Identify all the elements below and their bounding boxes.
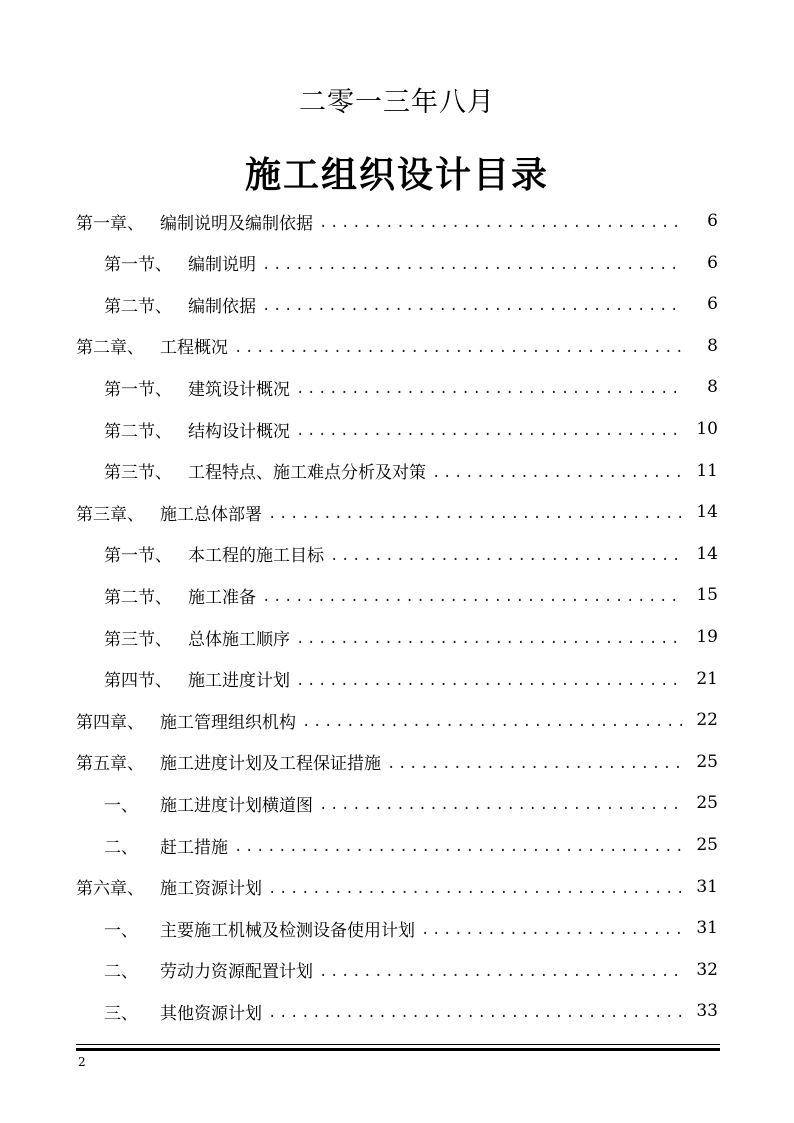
toc-entry-number: 第一节、 [104, 379, 172, 400]
toc-entry[interactable] [104, 950, 718, 990]
toc-entry-page: 31 [696, 918, 718, 939]
toc-entry[interactable] [104, 783, 718, 823]
toc-entry-number: 第三节、 [104, 463, 172, 484]
toc-entry-page: 14 [696, 502, 718, 523]
toc-entry-title: 赶工措施 [160, 837, 228, 858]
toc-entry-number: 二、 [104, 962, 138, 983]
toc-entry[interactable] [104, 451, 718, 491]
toc-entry-page: 25 [696, 751, 718, 772]
toc-entry[interactable] [104, 367, 718, 407]
toc-entry-page: 21 [696, 668, 718, 689]
toc-entry-number: 二、 [104, 837, 138, 858]
toc-entry-title: 建筑设计概况 [188, 379, 290, 400]
toc-entry-number: 第二节、 [104, 421, 172, 442]
toc-leader-dots [387, 757, 682, 771]
toc-entry-number: 第二节、 [104, 587, 172, 608]
toc-entry-title: 劳动力资源配置计划 [160, 962, 313, 983]
toc-entry-title: 施工进度计划 [188, 671, 290, 692]
toc-entry[interactable] [104, 617, 718, 657]
toc-entry-page: 32 [696, 959, 718, 980]
toc-leader-dots [296, 674, 682, 688]
toc-leader-dots [262, 299, 682, 313]
toc-entry-title: 结构设计概况 [188, 421, 290, 442]
toc-entry-number: 第一节、 [104, 255, 172, 276]
toc-entry[interactable] [104, 243, 718, 283]
footer-rule-thin [76, 1044, 720, 1045]
toc-entry[interactable] [104, 991, 718, 1031]
toc-entry[interactable] [104, 284, 718, 324]
page-number: 2 [78, 1055, 86, 1069]
toc-entry-number: 第三章、 [76, 504, 144, 525]
toc-entry-page: 15 [696, 585, 718, 606]
toc-entry-title: 工程特点、施工难点分析及对策 [188, 463, 426, 484]
toc-entry-title: 其他资源计划 [160, 1003, 262, 1024]
toc-leader-dots [296, 382, 682, 396]
toc-entry-number: 第二章、 [76, 338, 144, 359]
toc-entry[interactable] [76, 867, 718, 907]
toc-entry-page: 19 [696, 627, 718, 647]
toc-leader-dots [296, 632, 682, 646]
toc-entry-page: 22 [696, 710, 718, 731]
toc-entry-page: 25 [696, 835, 718, 855]
toc-entry-title: 施工总体部署 [160, 504, 262, 525]
toc-entry-title: 施工进度计划及工程保证措施 [160, 754, 381, 775]
toc-entry-number: 第二节、 [104, 296, 172, 317]
toc-entry-page: 25 [696, 793, 718, 814]
toc-entry[interactable] [104, 908, 718, 948]
toc-entry-number: 第一章、 [76, 213, 144, 234]
toc-leader-dots [319, 798, 682, 812]
toc-entry-title: 本工程的施工目标 [188, 546, 324, 567]
toc-entry-number: 三、 [104, 1003, 138, 1024]
toc-leader-dots [268, 1006, 682, 1020]
toc-leader-dots [234, 341, 682, 355]
toc-leader-dots [262, 590, 682, 604]
toc-entry-title: 编制依据 [188, 296, 256, 317]
toc-entry[interactable] [104, 534, 718, 574]
toc-title: 施工组织设计目录 [244, 155, 549, 196]
toc-entry-page: 8 [707, 377, 718, 398]
toc-entry-number: 一、 [104, 795, 138, 816]
toc-entry-title: 主要施工机械及检测设备使用计划 [160, 920, 415, 941]
table-of-contents [0, 201, 794, 1041]
toc-leader-dots [268, 882, 682, 896]
toc-leader-dots [432, 466, 682, 480]
toc-entry-page: 6 [707, 252, 718, 273]
toc-entry-number: 第四节、 [104, 671, 172, 692]
toc-entry[interactable] [104, 659, 718, 699]
toc-leader-dots [268, 507, 682, 521]
toc-leader-dots [234, 840, 682, 854]
toc-entry[interactable] [104, 825, 718, 865]
toc-entry-page: 6 [707, 211, 718, 231]
toc-entry-page: 31 [696, 876, 718, 897]
toc-entry-page: 11 [696, 460, 718, 481]
toc-entry[interactable] [104, 575, 718, 615]
toc-entry-page: 33 [696, 1001, 718, 1022]
footer-rule-thick [76, 1048, 720, 1051]
toc-entry-title: 施工管理组织机构 [160, 712, 296, 733]
toc-entry[interactable] [76, 201, 718, 241]
toc-leader-dots [296, 424, 682, 438]
toc-entry-title: 施工资源计划 [160, 879, 262, 900]
toc-entry-number: 第一节、 [104, 546, 172, 567]
toc-entry-title: 编制说明及编制依据 [160, 213, 313, 234]
toc-entry-number: 一、 [104, 920, 138, 941]
toc-leader-dots [319, 965, 682, 979]
toc-entry-number: 第三节、 [104, 629, 172, 650]
toc-entry-number: 第五章、 [76, 754, 144, 775]
toc-leader-dots [319, 216, 682, 230]
toc-entry-title: 工程概况 [160, 338, 228, 359]
toc-entry[interactable] [76, 326, 718, 366]
toc-entry-number: 第六章、 [76, 879, 144, 900]
toc-leader-dots [421, 923, 682, 937]
toc-entry-title: 施工进度计划横道图 [160, 795, 313, 816]
toc-entry-page: 14 [696, 543, 718, 564]
toc-entry[interactable] [76, 492, 718, 532]
toc-leader-dots [302, 715, 682, 729]
toc-entry-title: 总体施工顺序 [188, 629, 290, 650]
toc-entry-number: 第四章、 [76, 712, 144, 733]
toc-entry-title: 施工准备 [188, 587, 256, 608]
toc-entry[interactable] [76, 742, 718, 782]
toc-entry-page: 8 [707, 335, 718, 356]
toc-entry-page: 10 [696, 419, 718, 439]
toc-entry[interactable] [104, 409, 718, 449]
toc-leader-dots [262, 258, 682, 272]
document-date: 二零一三年八月 [299, 87, 495, 118]
toc-entry-page: 6 [707, 294, 718, 315]
toc-entry-title: 编制说明 [188, 255, 256, 276]
toc-leader-dots [330, 549, 682, 563]
toc-entry[interactable] [76, 700, 718, 740]
